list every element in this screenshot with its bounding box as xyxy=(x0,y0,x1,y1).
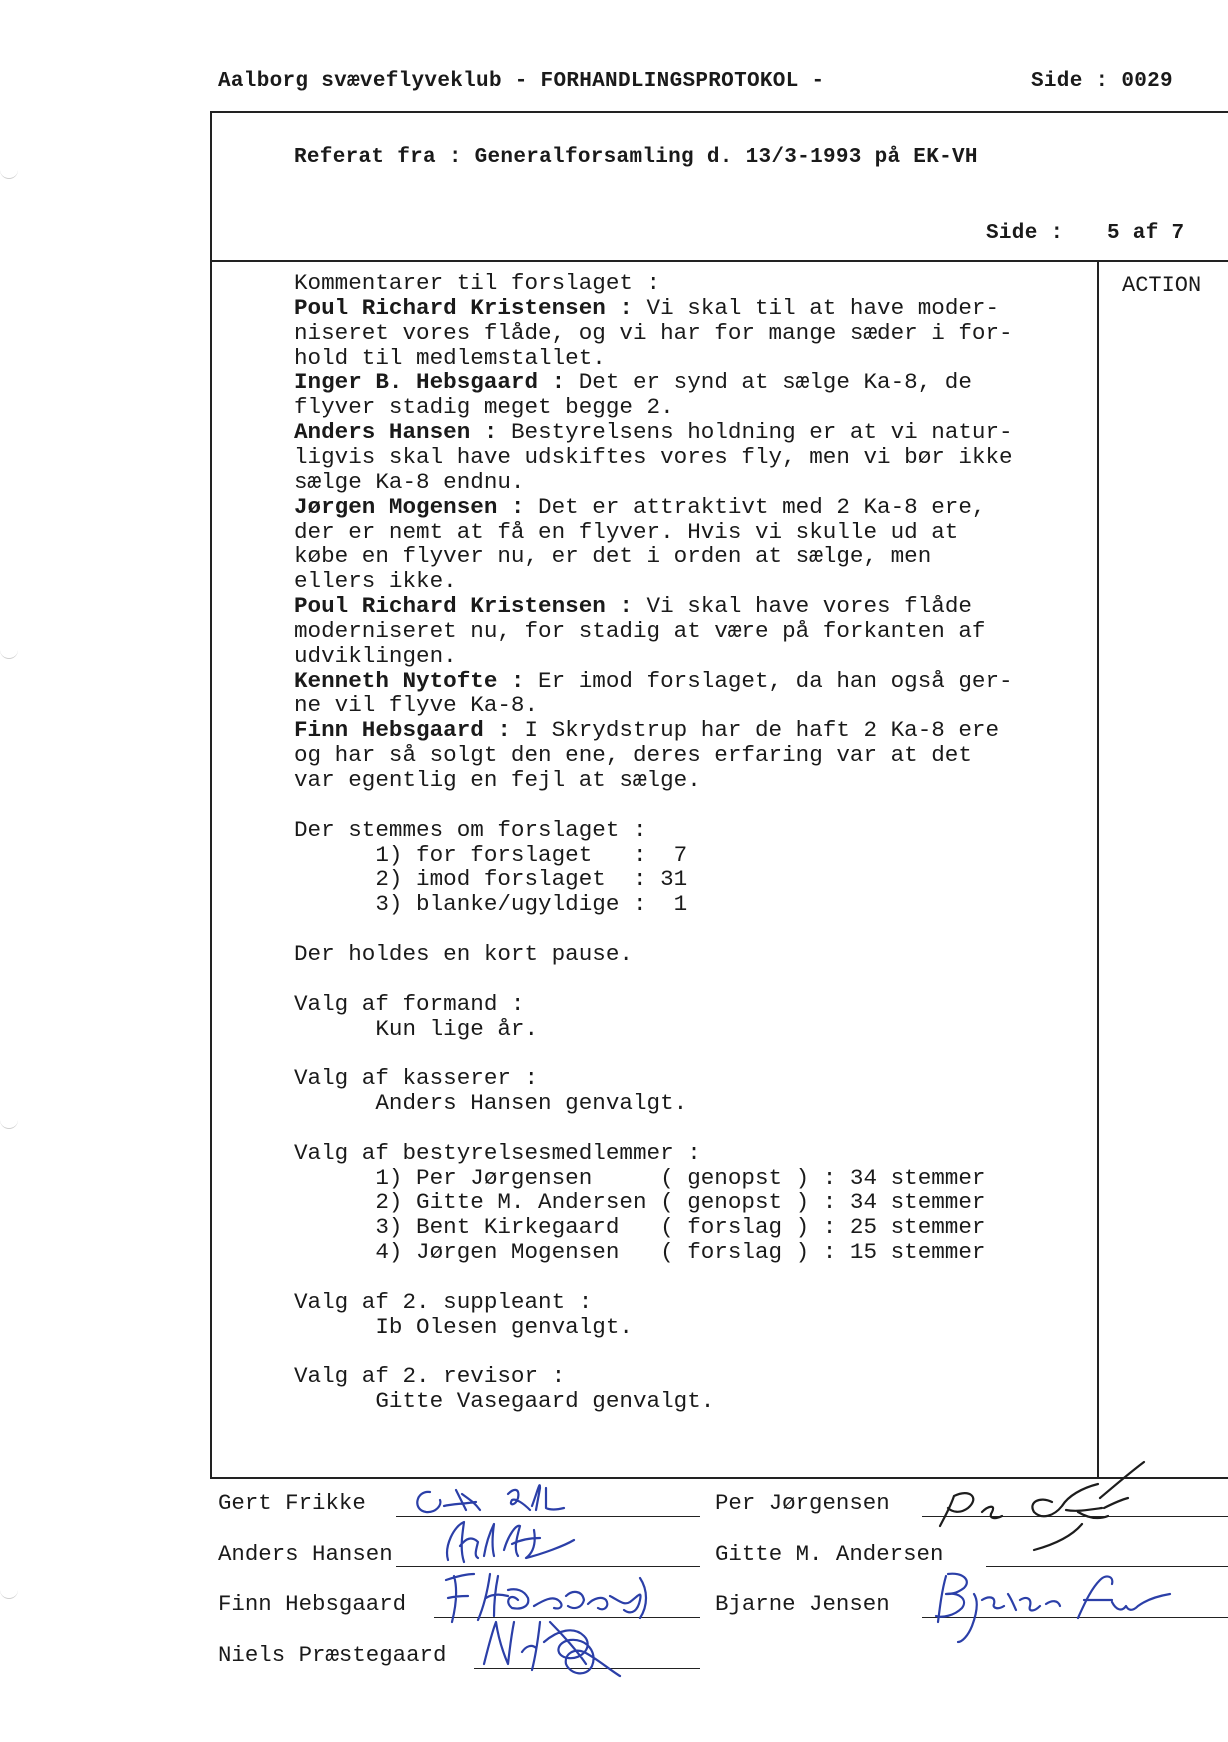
handwritten-signature xyxy=(922,1462,1172,1572)
line-text: Vi skal have vores flåde xyxy=(632,593,972,620)
line-text: Der holdes en kort pause. xyxy=(294,940,633,967)
speaker-name: Inger B. Hebsgaard : xyxy=(294,369,566,396)
line-text: 1) for forslaget : 7 xyxy=(294,841,688,868)
line-text: Det er synd at sælge Ka-8, de xyxy=(565,369,972,396)
page-value: 5 af 7 xyxy=(1107,222,1185,245)
line-text: niseret vores flåde, og vi har for mange sæder i for- xyxy=(294,319,1013,346)
line-text: Bestyrelsens holdning er at vi natur- xyxy=(497,419,1013,446)
line-text: Ib Olesen genvalgt. xyxy=(294,1313,633,1340)
minutes-line xyxy=(294,569,457,594)
minutes-line xyxy=(294,1315,633,1340)
minutes-line xyxy=(294,321,1013,346)
line-text: ellers ikke. xyxy=(294,568,457,595)
minutes-line xyxy=(294,271,660,296)
minutes-line xyxy=(294,992,525,1017)
minutes-line xyxy=(294,1166,985,1191)
minutes-line xyxy=(294,1389,714,1414)
handwritten-signature xyxy=(434,1516,634,1566)
line-text: Der stemmes om forslaget : xyxy=(294,816,647,843)
signer-name-right: Per Jørgensen xyxy=(715,1490,890,1516)
minutes-line xyxy=(294,296,999,321)
line-text: ne vil flyve Ka-8. xyxy=(294,692,539,719)
minutes-line xyxy=(294,1190,985,1215)
minutes-line xyxy=(294,1215,985,1240)
minutes-line xyxy=(294,1290,592,1315)
line-text: Valg af formand : xyxy=(294,990,525,1017)
minutes-line xyxy=(294,1066,538,1091)
minutes-line xyxy=(294,843,687,868)
line-text: moderniseret nu, for stadig at være på forkanten af xyxy=(294,617,986,644)
minutes-line xyxy=(294,768,701,793)
line-text: Kun lige år. xyxy=(294,1015,539,1042)
minutes-line xyxy=(294,743,972,768)
line-text: var egentlig en fejl at sælge. xyxy=(294,767,701,793)
minutes-line xyxy=(294,867,687,892)
minutes-line xyxy=(294,718,999,743)
line-text: 2) Gitte M. Andersen ( genopst ) : 34 stemmer xyxy=(294,1189,986,1216)
handwritten-signature xyxy=(922,1566,1212,1646)
signer-name-right: Gitte M. Andersen xyxy=(715,1541,944,1567)
punch-hole-mark xyxy=(0,160,18,179)
frame-action-divider xyxy=(1097,260,1099,1477)
minutes-line xyxy=(294,693,538,718)
minutes-line xyxy=(294,818,647,843)
line-text: Kommentarer til forslaget : xyxy=(294,270,661,296)
minutes-line xyxy=(294,520,958,545)
frame-left-rule xyxy=(210,111,212,1477)
line-text: Valg af kasserer : xyxy=(294,1065,539,1092)
minutes-line xyxy=(294,445,1013,470)
line-text: Valg af 2. suppleant : xyxy=(294,1288,593,1315)
line-text: 4) Jørgen Mogensen ( forslag ) : 15 stemmer xyxy=(294,1239,986,1266)
signer-name-left: Finn Hebsgaard xyxy=(218,1591,407,1617)
minutes-line xyxy=(294,1091,687,1116)
club-header: Aalborg svæveflyveklub - FORHANDLINGSPROTOKOL - xyxy=(218,70,825,93)
punch-hole-mark xyxy=(0,1110,18,1129)
signer-name-right: Bjarne Jensen xyxy=(715,1591,890,1617)
minutes-line xyxy=(294,892,687,917)
speaker-name: Poul Richard Kristensen : xyxy=(294,294,633,321)
minutes-line xyxy=(294,1141,701,1166)
handwritten-signature xyxy=(474,1612,674,1682)
signer-name-left: Gert Frikke xyxy=(218,1490,366,1516)
minutes-line xyxy=(294,669,1013,694)
line-text: 2) imod forslaget : 31 xyxy=(294,866,688,893)
speaker-name: Finn Hebsgaard : xyxy=(294,717,511,744)
line-text: Vi skal til at have moder- xyxy=(632,294,1000,321)
minutes-line xyxy=(294,470,525,495)
line-text: I Skrydstrup har de haft 2 Ka-8 ere xyxy=(510,717,1000,744)
minutes-line xyxy=(294,644,457,669)
line-text: og har så solgt den ene, deres erfaring var at det xyxy=(294,742,972,769)
minutes-line xyxy=(294,594,972,619)
protocol-page-number: Side : 0029 xyxy=(1031,70,1173,93)
line-text: Valg af bestyrelsesmedlemmer : xyxy=(294,1139,701,1166)
speaker-name: Anders Hansen : xyxy=(294,419,498,446)
line-text: 1) Per Jørgensen ( genopst ) : 34 stemmer xyxy=(294,1164,986,1191)
line-text: Det er attraktivt med 2 Ka-8 ere, xyxy=(524,493,986,520)
line-text: der er nemt at få en flyver. Hvis vi skulle ud at xyxy=(294,518,959,545)
line-text: 3) blanke/ugyldige : 1 xyxy=(294,891,688,918)
minutes-line xyxy=(294,346,606,371)
line-text: udviklingen. xyxy=(294,642,457,669)
minutes-line xyxy=(294,1240,985,1265)
page-label: Side : xyxy=(986,222,1064,245)
meeting-title: Referat fra : Generalforsamling d. 13/3-1993 på EK-VH xyxy=(294,146,978,169)
handwritten-signature xyxy=(396,1480,646,1520)
speaker-name: Jørgen Mogensen : xyxy=(294,493,525,520)
frame-top-rule xyxy=(210,111,1228,113)
line-text: Er imod forslaget, da han også ger- xyxy=(524,667,1013,694)
line-text: Anders Hansen genvalgt. xyxy=(294,1090,688,1117)
minutes-line xyxy=(294,619,985,644)
minutes-line xyxy=(294,370,972,395)
line-text: 3) Bent Kirkegaard ( forslag ) : 25 stemmer xyxy=(294,1214,986,1241)
minutes-line xyxy=(294,1364,565,1389)
minutes-line xyxy=(294,495,986,520)
line-text: Valg af 2. revisor : xyxy=(294,1363,566,1390)
speaker-name: Kenneth Nytofte : xyxy=(294,667,525,694)
signer-name-left: Anders Hansen xyxy=(218,1541,393,1567)
minutes-line xyxy=(294,1017,538,1042)
speaker-name: Poul Richard Kristensen : xyxy=(294,593,633,620)
punch-hole-mark xyxy=(0,1580,18,1599)
line-text: flyver stadig meget begge 2. xyxy=(294,394,674,421)
line-text: købe en flyver nu, er det i orden at sælge, men xyxy=(294,543,932,570)
line-text: ligvis skal have udskiftes vores fly, men vi bør ikke xyxy=(294,443,1013,470)
minutes-line xyxy=(294,395,674,420)
minutes-line xyxy=(294,544,931,569)
line-text: Gitte Vasegaard genvalgt. xyxy=(294,1388,715,1415)
signer-name-left: Niels Præstegaard xyxy=(218,1642,447,1668)
line-text: hold til medlemstallet. xyxy=(294,344,606,371)
action-column-header: ACTION xyxy=(1122,273,1202,298)
minutes-line xyxy=(294,942,633,967)
line-text: sælge Ka-8 endnu. xyxy=(294,468,525,495)
minutes-line xyxy=(294,420,1013,445)
frame-header-divider xyxy=(210,260,1228,262)
punch-hole-mark xyxy=(0,640,18,659)
